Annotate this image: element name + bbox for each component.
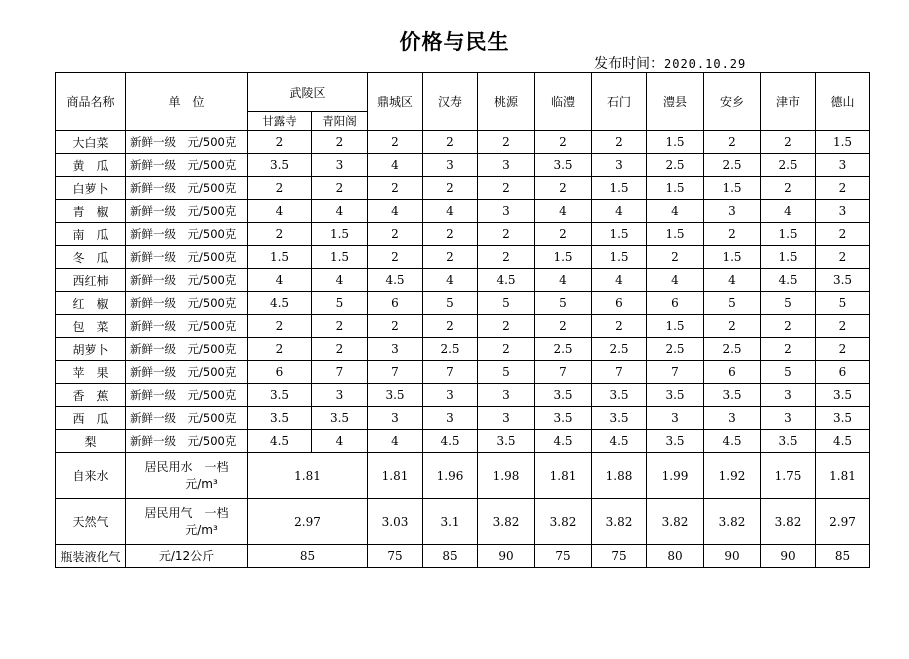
price-cell: 2 (478, 131, 535, 154)
price-cell: 4 (312, 200, 368, 223)
price-cell: 2 (704, 131, 761, 154)
table-row (56, 177, 870, 200)
price-cell: 1.5 (816, 131, 870, 154)
price-cell: 2 (816, 338, 870, 361)
price-cell: 1.81 (816, 453, 870, 499)
price-cell: 7 (592, 361, 647, 384)
table-row (56, 223, 870, 246)
header-area: 津市 (761, 73, 816, 131)
utility-row (56, 453, 870, 499)
table-row (56, 246, 870, 269)
price-cell: 4 (592, 200, 647, 223)
product-name: 红 椒 (56, 292, 126, 315)
price-cell: 7 (368, 361, 423, 384)
price-cell-wuling: 85 (248, 545, 368, 568)
price-cell: 4.5 (478, 269, 535, 292)
product-name: 梨 (56, 430, 126, 453)
price-cell: 3.5 (816, 384, 870, 407)
product-unit: 新鲜一级 元/500克 (126, 315, 248, 338)
price-cell: 3.5 (592, 384, 647, 407)
price-cell: 3.5 (535, 154, 592, 177)
price-cell: 6 (248, 361, 312, 384)
price-cell: 3 (647, 407, 704, 430)
price-cell: 3.5 (535, 407, 592, 430)
price-cell: 1.5 (647, 315, 704, 338)
price-cell-wuling: 1.81 (248, 453, 368, 499)
price-cell: 4 (647, 269, 704, 292)
header-area: 临澧 (535, 73, 592, 131)
price-cell: 2 (248, 177, 312, 200)
price-cell: 5 (423, 292, 478, 315)
price-cell: 90 (704, 545, 761, 568)
header-area: 安乡 (704, 73, 761, 131)
table-body (56, 73, 870, 568)
utility-name: 天然气 (56, 499, 126, 545)
price-cell: 4 (368, 430, 423, 453)
price-cell: 2.5 (647, 338, 704, 361)
price-cell: 4.5 (248, 292, 312, 315)
price-cell: 3.03 (368, 499, 423, 545)
header-product: 商品名称 (56, 73, 126, 131)
product-name: 胡萝卜 (56, 338, 126, 361)
price-cell: 3.5 (248, 154, 312, 177)
price-cell: 5 (704, 292, 761, 315)
price-cell: 3.5 (248, 384, 312, 407)
header-area: 桃源 (478, 73, 535, 131)
price-cell: 2 (368, 246, 423, 269)
price-cell: 3 (368, 338, 423, 361)
header-area: 石门 (592, 73, 647, 131)
utility-unit (126, 453, 248, 499)
price-cell: 4.5 (592, 430, 647, 453)
price-cell: 1.5 (647, 223, 704, 246)
price-cell: 2 (423, 315, 478, 338)
price-cell: 5 (761, 292, 816, 315)
price-cell: 2 (816, 315, 870, 338)
price-cell: 7 (312, 361, 368, 384)
product-name: 青 椒 (56, 200, 126, 223)
price-cell: 2 (816, 177, 870, 200)
price-cell: 85 (816, 545, 870, 568)
price-table (55, 72, 870, 568)
price-cell: 3.5 (704, 384, 761, 407)
utility-unit-line1: 居民用水 一档 (144, 459, 229, 474)
price-cell: 3 (816, 200, 870, 223)
price-cell: 4 (592, 269, 647, 292)
price-cell: 6 (368, 292, 423, 315)
price-cell: 3 (704, 407, 761, 430)
price-cell: 2.5 (535, 338, 592, 361)
price-cell: 6 (704, 361, 761, 384)
price-cell: 3.82 (478, 499, 535, 545)
price-cell: 1.99 (647, 453, 704, 499)
product-unit: 新鲜一级 元/500克 (126, 177, 248, 200)
price-cell: 2 (535, 223, 592, 246)
table-row (56, 407, 870, 430)
price-cell: 3 (761, 407, 816, 430)
utility-unit-line1: 元/12公斤 (158, 548, 215, 563)
price-cell: 3.5 (647, 430, 704, 453)
price-cell: 5 (478, 361, 535, 384)
price-cell: 7 (535, 361, 592, 384)
price-cell: 5 (312, 292, 368, 315)
price-cell: 3 (704, 200, 761, 223)
price-cell: 3.82 (704, 499, 761, 545)
price-cell: 2 (368, 223, 423, 246)
price-cell: 4 (248, 200, 312, 223)
price-cell: 4 (423, 269, 478, 292)
price-cell: 3.1 (423, 499, 478, 545)
product-name: 大白菜 (56, 131, 126, 154)
header-area: 德山 (816, 73, 870, 131)
utility-unit-line1: 居民用气 一档 (144, 505, 229, 520)
price-cell: 2 (647, 246, 704, 269)
price-cell: 3 (592, 154, 647, 177)
price-cell: 1.5 (647, 177, 704, 200)
publish-label: 发布时间： (594, 56, 664, 72)
price-cell: 2 (368, 177, 423, 200)
table-row (56, 269, 870, 292)
price-cell: 2 (592, 131, 647, 154)
price-cell: 2 (816, 246, 870, 269)
price-cell: 5 (816, 292, 870, 315)
price-cell: 2 (248, 223, 312, 246)
product-unit: 新鲜一级 元/500克 (126, 131, 248, 154)
price-cell: 5 (535, 292, 592, 315)
product-name: 黄 瓜 (56, 154, 126, 177)
price-cell: 2 (423, 223, 478, 246)
utility-row (56, 499, 870, 545)
price-cell: 2 (312, 177, 368, 200)
price-cell: 4.5 (368, 269, 423, 292)
price-cell: 1.5 (535, 246, 592, 269)
product-unit: 新鲜一级 元/500克 (126, 269, 248, 292)
price-cell: 2.5 (704, 154, 761, 177)
price-cell: 7 (647, 361, 704, 384)
price-cell: 6 (816, 361, 870, 384)
price-cell: 3.82 (761, 499, 816, 545)
table-row (56, 154, 870, 177)
publish-date (594, 53, 746, 73)
price-cell: 4 (312, 269, 368, 292)
price-cell: 2.97 (816, 499, 870, 545)
price-cell: 90 (761, 545, 816, 568)
price-cell: 1.5 (647, 131, 704, 154)
price-cell: 4 (704, 269, 761, 292)
product-unit: 新鲜一级 元/500克 (126, 246, 248, 269)
price-cell: 1.75 (761, 453, 816, 499)
header-area: 汉寿 (423, 73, 478, 131)
product-name: 南 瓜 (56, 223, 126, 246)
price-cell: 4 (761, 200, 816, 223)
price-cell: 2 (423, 131, 478, 154)
price-cell: 1.5 (312, 246, 368, 269)
price-cell: 2 (312, 338, 368, 361)
price-cell: 1.81 (368, 453, 423, 499)
price-cell: 2 (535, 315, 592, 338)
price-cell: 4 (647, 200, 704, 223)
price-cell: 1.98 (478, 453, 535, 499)
price-cell: 2 (761, 177, 816, 200)
price-cell: 2 (368, 131, 423, 154)
header-ganlusi: 甘露寺 (248, 112, 312, 131)
price-cell: 3 (761, 384, 816, 407)
price-cell: 2 (312, 131, 368, 154)
price-cell: 75 (368, 545, 423, 568)
price-cell: 3.5 (816, 407, 870, 430)
price-cell: 1.5 (592, 223, 647, 246)
price-cell: 4.5 (816, 430, 870, 453)
price-cell: 2 (368, 315, 423, 338)
price-cell: 3.82 (535, 499, 592, 545)
price-cell: 1.92 (704, 453, 761, 499)
utility-row (56, 545, 870, 568)
price-cell: 1.5 (592, 177, 647, 200)
product-unit: 新鲜一级 元/500克 (126, 361, 248, 384)
price-cell: 1.5 (761, 246, 816, 269)
table-row (56, 361, 870, 384)
price-cell: 3.5 (478, 430, 535, 453)
utility-unit-line2: 元/m³ (185, 522, 218, 537)
price-cell: 3.82 (647, 499, 704, 545)
price-cell: 3 (478, 384, 535, 407)
price-cell: 6 (592, 292, 647, 315)
price-cell: 2 (535, 177, 592, 200)
price-cell: 2 (423, 177, 478, 200)
product-unit: 新鲜一级 元/500克 (126, 384, 248, 407)
price-cell: 3 (312, 384, 368, 407)
header-row (56, 73, 870, 112)
product-name: 西 瓜 (56, 407, 126, 430)
utility-name: 瓶装液化气 (56, 545, 126, 568)
price-cell: 3.5 (816, 269, 870, 292)
utility-unit-line2: 元/m³ (185, 476, 218, 491)
price-cell: 3.5 (647, 384, 704, 407)
product-unit: 新鲜一级 元/500克 (126, 223, 248, 246)
price-cell-wuling: 2.97 (248, 499, 368, 545)
price-cell: 3 (423, 407, 478, 430)
price-cell: 3 (423, 154, 478, 177)
price-cell: 1.5 (248, 246, 312, 269)
price-cell: 4 (312, 430, 368, 453)
table-row (56, 200, 870, 223)
price-cell: 2 (816, 223, 870, 246)
price-cell: 2 (478, 246, 535, 269)
price-cell: 1.5 (704, 246, 761, 269)
price-cell: 2 (535, 131, 592, 154)
price-cell: 2 (592, 315, 647, 338)
header-unit: 单 位 (126, 73, 248, 131)
price-cell: 2 (248, 315, 312, 338)
price-cell: 2 (704, 223, 761, 246)
product-name: 冬 瓜 (56, 246, 126, 269)
price-cell: 2.5 (647, 154, 704, 177)
product-name: 白萝卜 (56, 177, 126, 200)
price-cell: 3.5 (368, 384, 423, 407)
table-row (56, 430, 870, 453)
price-cell: 6 (647, 292, 704, 315)
price-cell: 2.5 (761, 154, 816, 177)
price-cell: 4 (368, 154, 423, 177)
table-row (56, 292, 870, 315)
price-cell: 2 (423, 246, 478, 269)
price-cell: 1.5 (704, 177, 761, 200)
price-cell: 2.5 (704, 338, 761, 361)
header-area: 鼎城区 (368, 73, 423, 131)
utility-name: 自来水 (56, 453, 126, 499)
publish-date-value: 2020.10.29 (664, 57, 747, 71)
price-cell: 3.5 (248, 407, 312, 430)
price-cell: 4 (535, 200, 592, 223)
product-name: 香 蕉 (56, 384, 126, 407)
price-cell: 2 (248, 338, 312, 361)
price-cell: 4.5 (535, 430, 592, 453)
price-cell: 85 (423, 545, 478, 568)
price-cell: 75 (592, 545, 647, 568)
price-cell: 2 (478, 315, 535, 338)
price-cell: 75 (535, 545, 592, 568)
price-cell: 3.5 (535, 384, 592, 407)
price-cell: 2 (478, 177, 535, 200)
price-cell: 3 (312, 154, 368, 177)
price-cell: 2 (478, 223, 535, 246)
product-unit: 新鲜一级 元/500克 (126, 200, 248, 223)
price-cell: 2 (248, 131, 312, 154)
price-cell: 2 (761, 131, 816, 154)
price-cell: 1.5 (761, 223, 816, 246)
price-cell: 3 (478, 407, 535, 430)
header-wuling: 武陵区 (248, 73, 368, 112)
header-area: 澧县 (647, 73, 704, 131)
product-name: 包 菜 (56, 315, 126, 338)
price-cell: 5 (478, 292, 535, 315)
price-cell: 7 (423, 361, 478, 384)
price-cell: 4.5 (423, 430, 478, 453)
product-unit: 新鲜一级 元/500克 (126, 154, 248, 177)
price-cell: 2 (704, 315, 761, 338)
price-cell: 3 (478, 154, 535, 177)
table-row (56, 384, 870, 407)
price-cell: 3.82 (592, 499, 647, 545)
price-cell: 80 (647, 545, 704, 568)
price-cell: 3.5 (592, 407, 647, 430)
product-unit: 新鲜一级 元/500克 (126, 430, 248, 453)
table-row (56, 315, 870, 338)
price-cell: 1.96 (423, 453, 478, 499)
product-unit: 新鲜一级 元/500克 (126, 407, 248, 430)
product-name: 苹 果 (56, 361, 126, 384)
price-cell: 1.5 (312, 223, 368, 246)
price-cell: 2 (312, 315, 368, 338)
price-cell: 2.5 (592, 338, 647, 361)
price-cell: 2 (761, 338, 816, 361)
utility-unit (126, 499, 248, 545)
price-cell: 4 (423, 200, 478, 223)
price-cell: 3 (368, 407, 423, 430)
price-cell: 3.5 (312, 407, 368, 430)
price-cell: 5 (761, 361, 816, 384)
price-cell: 3 (816, 154, 870, 177)
price-cell: 2.5 (423, 338, 478, 361)
price-cell: 3.5 (761, 430, 816, 453)
price-cell: 1.81 (535, 453, 592, 499)
product-unit: 新鲜一级 元/500克 (126, 292, 248, 315)
price-cell: 3 (423, 384, 478, 407)
page-title: 价格与民生 (399, 30, 510, 54)
price-cell: 4 (368, 200, 423, 223)
price-cell: 2 (761, 315, 816, 338)
price-cell: 4.5 (761, 269, 816, 292)
price-cell: 3 (478, 200, 535, 223)
price-cell: 90 (478, 545, 535, 568)
price-cell: 1.88 (592, 453, 647, 499)
price-cell: 2 (478, 338, 535, 361)
price-cell: 4 (248, 269, 312, 292)
price-cell: 4.5 (704, 430, 761, 453)
table-row (56, 131, 870, 154)
utility-unit (126, 545, 248, 568)
price-cell: 1.5 (592, 246, 647, 269)
product-unit: 新鲜一级 元/500克 (126, 338, 248, 361)
table-row (56, 338, 870, 361)
product-name: 西红柿 (56, 269, 126, 292)
header-qingyangge: 青阳阁 (312, 112, 368, 131)
price-cell: 4 (535, 269, 592, 292)
price-cell: 4.5 (248, 430, 312, 453)
